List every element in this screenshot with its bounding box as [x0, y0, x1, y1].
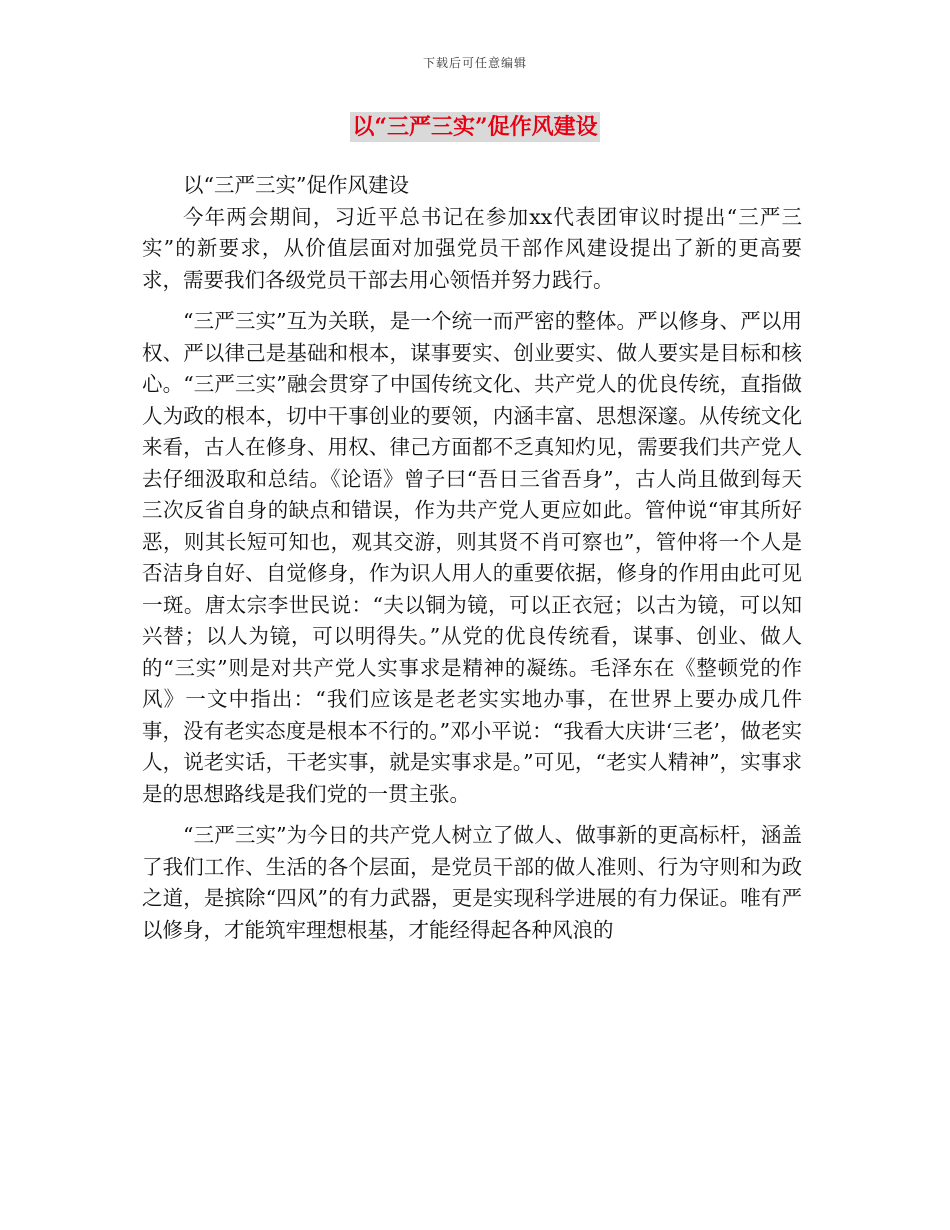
paragraph-main: “三严三实”互为关联，是一个统一而严密的整体。严以修身、严以用权、严以律己是基础和根本，谋事要实、创业要实、做人要实是目标和核心。“三严三实”融会贯穿了中国传统文化、共产党人的优良传统，直指做人为政的根本，切中干事创业的要领，内涵丰富、思想深邃。从传统文化来看，古人在修身、用权、律己方面都不乏真知灼见，需要我们共产党人去仔细汲取和总结。《论语》曾子曰“吾日三省吾身”，古人尚且做到每天三次反省自身的缺点和错误，作为共产党人更应如此。管仲说“审其所好恶，则其长短可知也，观其交游，则其贤不肖可察也”，管仲将一个人是否洁身自好、自觉修身，作为识人用人的重要依据，修身的作用由此可见一斑。唐太宗李世民说：“夫以铜为镜，可以正衣冠；以古为镜，可以知兴替；以人为镜，可以明得失。”从党的优良传统看，谋事、创业、做人的“三实”则是对共产党人实事求是精神的凝练。毛泽东在《整顿党的作风》一文中指出：“我们应该是老老实实地办事，在世界上要办成几件事，没有老实态度是根本不行的。”邓小平说：“我看大庆讲‘三老’，做老实人，说老实话，干老实事，就是实事求是。”可见，“老实人精神”，实事求是的思想路线是我们党的一贯主张。 [142, 309, 802, 806]
title-container [0, 112, 950, 142]
paragraph-subtitle: 以“三严三实”促作风建设 [183, 173, 409, 197]
document-body [142, 170, 802, 946]
paragraph-continuation: “三严三实”为今日的共产党人树立了做人、做事新的更高标杆，涵盖了我们工作、生活的各个层面，是党员干部的做人准则、行为守则和为政之道，是摈除“四风”的有力武器，更是实现科学进展的有力保证。唯有严以修身，才能筑牢理想根基，才能经得起各种风浪的 [142, 823, 802, 942]
header-note: 下载后可任意编辑 [422, 56, 527, 70]
paragraph-intro: 今年两会期间，习近平总书记在参加xx代表团审议时提出“三严三实”的新要求，从价值层面对加强党员干部作风建设提出了新的更高要求，需要我们各级党员干部去用心领悟并努力践行。 [142, 204, 802, 292]
document-title: 以“三严三实”促作风建设 [352, 114, 598, 140]
